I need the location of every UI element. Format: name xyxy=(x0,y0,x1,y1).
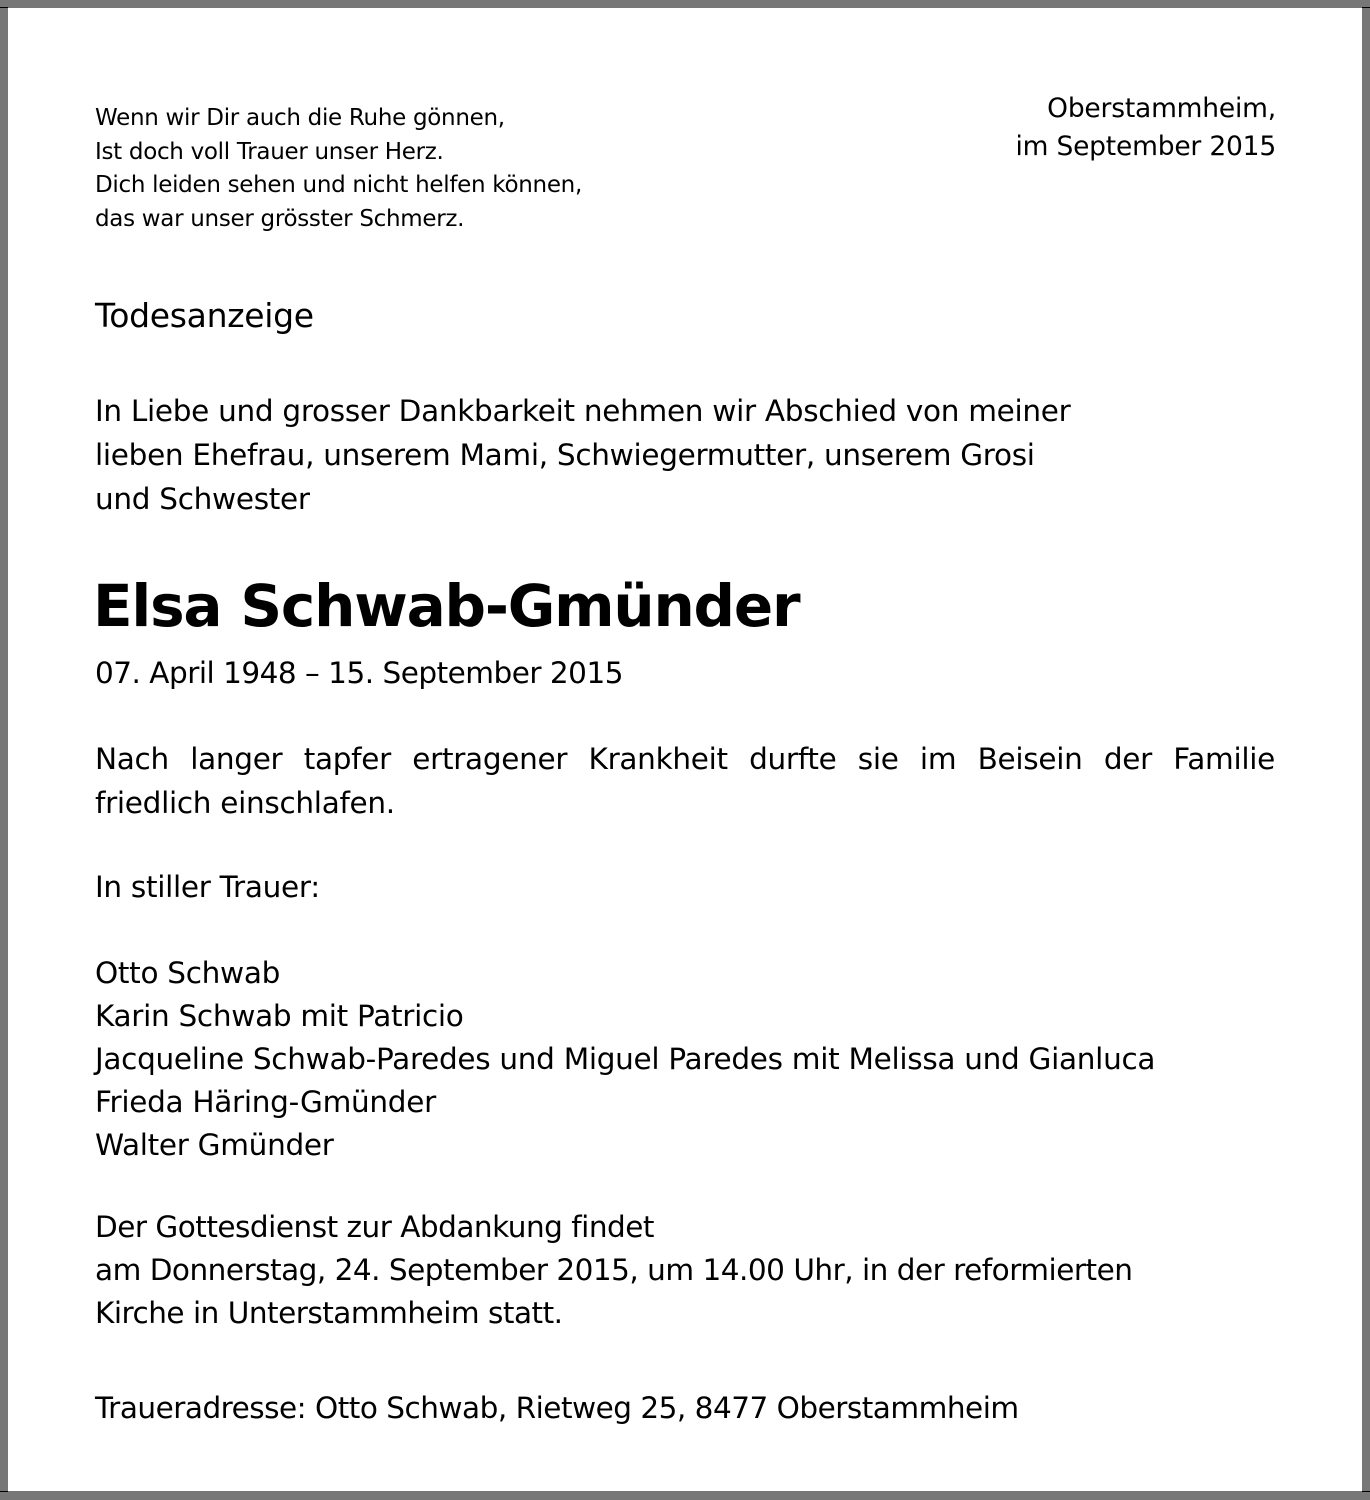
service-line: am Donnerstag, 24. September 2015, um 14.00 Uhr, in der reformierten xyxy=(95,1253,1133,1287)
mourning-address: Traueradresse: Otto Schwab, Rietweg 25, 8477 Oberstammheim xyxy=(95,1391,1019,1425)
life-dates: 07. April 1948 – 15. September 2015 xyxy=(95,656,623,690)
frame-corner-mark xyxy=(1362,7,1370,8)
frame-corner-mark xyxy=(1362,1491,1370,1492)
poem xyxy=(95,102,582,236)
family-member: Walter Gmünder xyxy=(95,1128,334,1162)
passing-text xyxy=(95,737,1275,825)
passing-line: friedlich einschlafen. xyxy=(95,786,395,820)
family-member: Karin Schwab mit Patricio xyxy=(95,999,464,1033)
deceased-name: Elsa Schwab-Gmünder xyxy=(93,572,800,640)
passing-line: Nach langer tapfer ertragener Krankheit durfte sie im Beisein der Familie xyxy=(95,742,1275,776)
intro-line: lieben Ehefrau, unserem Mami, Schwiegermutter, unserem Grosi xyxy=(95,438,1035,472)
family-list xyxy=(95,952,1155,1167)
poem-line: Wenn wir Dir auch die Ruhe gönnen, xyxy=(95,105,505,131)
poem-line: Dich leiden sehen und nicht helfen können, xyxy=(95,172,582,198)
date: im September 2015 xyxy=(1015,131,1276,162)
family-member: Jacqueline Schwab-Paredes und Miguel Paredes mit Melissa und Gianluca xyxy=(95,1042,1156,1076)
intro-line: In Liebe und grosser Dankbarkeit nehmen wir Abschied von meiner xyxy=(95,394,1071,428)
service-info xyxy=(95,1206,1132,1335)
poem-line: Ist doch voll Trauer unser Herz. xyxy=(95,138,444,165)
place: Oberstammheim, xyxy=(1047,93,1276,124)
mourning-label: In stiller Trauer: xyxy=(95,870,320,904)
service-line: Der Gottesdienst zur Abdankung findet xyxy=(95,1210,654,1244)
place-date xyxy=(1015,90,1276,166)
frame-corner-mark xyxy=(0,1491,8,1492)
family-member: Frieda Häring-Gmünder xyxy=(95,1085,436,1119)
notice-heading: Todesanzeige xyxy=(95,296,314,335)
family-member: Otto Schwab xyxy=(95,956,281,990)
intro-text xyxy=(95,389,1071,521)
service-line: Kirche in Unterstammheim statt. xyxy=(95,1296,563,1330)
frame-corner-mark xyxy=(0,7,8,8)
intro-line: und Schwester xyxy=(95,482,310,516)
poem-line: das war unser grösster Schmerz. xyxy=(95,205,465,232)
